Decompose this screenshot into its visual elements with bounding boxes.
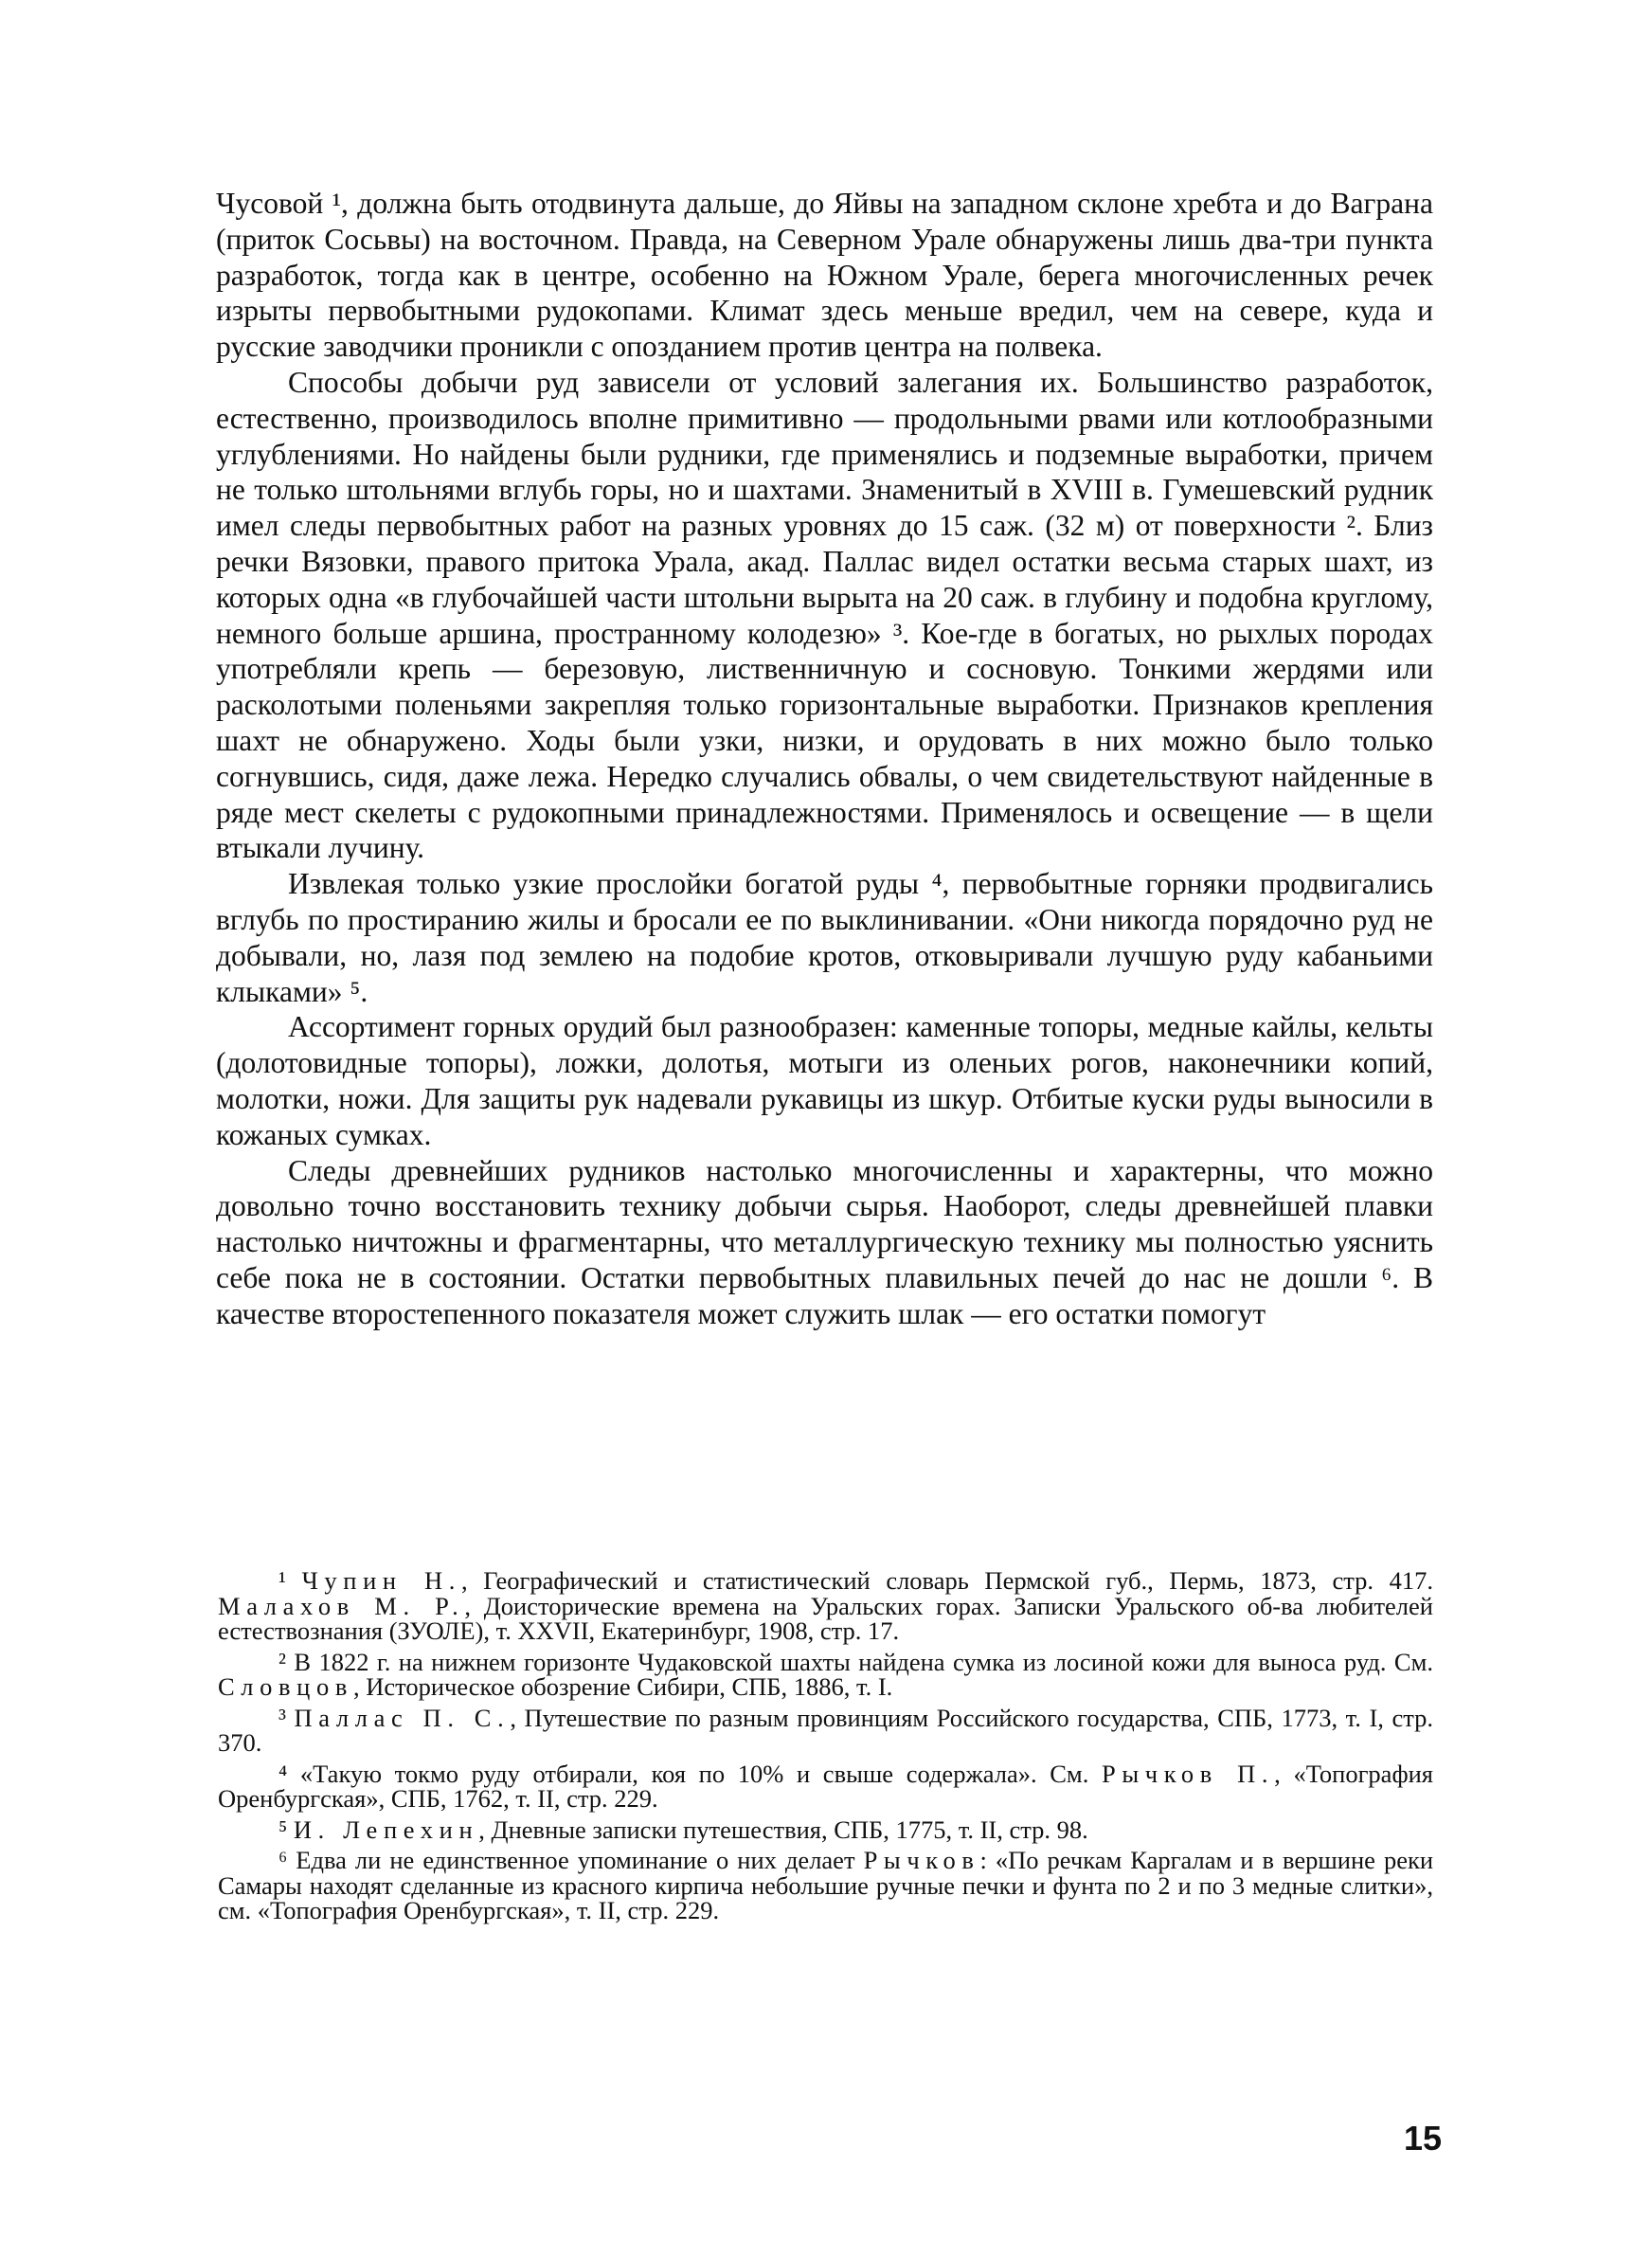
- author-name: Рычков: [863, 1846, 980, 1874]
- footnote-2: [218, 1647, 1433, 1701]
- paragraph-3: Извлекая только узкие прослойки богатой руды ⁴, первобытные горняки продвигались вглубь по простиранию жилы и бросали ее по выклинивании. «Они никогда порядочно руд не добывали, но, лазя под землею на подобие кротов, отковыривали лучшую руду кабаньими клыками» ⁵.: [216, 867, 1433, 1008]
- footnote-text: , «Топография Оренбургская», СПБ, 1762, т. II, стр. 229.: [218, 1759, 1433, 1813]
- footnote-text: : «По речкам Каргалам и в вершине реки Самары находят сделанные из красного кирпича небольшие ручные печки и фунта по 2 и по 3 медные слитки», см. «Топография Оренбургская», т. II, стр. 229.: [218, 1846, 1434, 1924]
- author-name: Паллас П. С.: [294, 1703, 511, 1732]
- author-name: Рычков П.: [1101, 1759, 1275, 1788]
- footnote-text: , Историческое обозрение Сибири, СПБ, 1886, т. I.: [352, 1672, 893, 1701]
- footnote-text: , Доисторические времена на Уральских горах. Записки Уральского об-ва любителей естествознания (ЗУОЛЕ), т. XXVII, Екатеринбург, 1908, стр. 17.: [218, 1591, 1433, 1645]
- footnote-3: [218, 1703, 1434, 1757]
- footnote-mark: ¹: [278, 1566, 286, 1595]
- footnote-text: , Географический и статистический словарь Пермской губ., Пермь, 1873, стр. 417.: [460, 1566, 1434, 1595]
- footnote-5: [218, 1817, 1433, 1843]
- footnotes: [218, 1568, 1433, 1929]
- footnote-mark: ⁴: [278, 1759, 288, 1788]
- footnote-mark: ⁵: [278, 1815, 288, 1844]
- author-name: Чупин Н.: [301, 1566, 461, 1595]
- author-name: Словцов: [218, 1672, 353, 1701]
- footnote-6: [218, 1848, 1433, 1923]
- footnote-4: [218, 1761, 1433, 1812]
- footnote-text: , Путешествие по разным провинциям Российского государства, СПБ, 1773, т. I, стр. 370.: [218, 1703, 1434, 1757]
- footnote-mark: ⁶: [278, 1846, 288, 1874]
- page-number: 15: [1403, 2119, 1442, 2158]
- paragraph-5: Следы древнейших рудников настолько многочисленны и характерны, что можно довольно точно восстановить технику добычи сырья. Наоборот, следы древнейшей плавки настолько ничтожны и фрагментарны, что металлургическую технику мы полностью уяснить себе пока не в состоянии. Остатки первобытных плавильных печей до нас не дошли ⁶. В качестве второстепенного показателя может служить шлак — его остатки помогут: [216, 1153, 1433, 1330]
- main-text: [216, 186, 1433, 1332]
- footnote-text: В 1822 г. на нижнем горизонте Чудаковской шахты найдена сумка из лосиной кожи для выноса руд. См.: [294, 1647, 1433, 1676]
- author-name: Малахов М. Р.: [218, 1591, 465, 1620]
- footnote-mark: ²: [278, 1647, 286, 1676]
- footnote-text: «Такую токмо руду отбирали, коя по 10% и свыше содержала». См.: [299, 1759, 1102, 1788]
- paragraph-1: Чусовой ¹, должна быть отодвинута дальше, до Яйвы на западном склоне хребта и до Ваграна (приток Сосьвы) на восточном. Правда, на Северном Урале обнаружены лишь два-три пункта разработок, тогда как в центре, особенно на Южном Урале, берега многочисленных речек изрыты первобытными рудокопами. Климат здесь меньше вредил, чем на севере, куда и русские заводчики проникли с опозданием против центра на полвека.: [216, 187, 1433, 364]
- footnote-1: [218, 1568, 1433, 1644]
- paragraph-2: Способы добычи руд зависели от условий залегания их. Большинство разработок, естественно, производилось вполне примитивно — продольными рвами или котлообразными углублениями. Но найдены были рудники, где применялись и подземные выработки, причем не только штольнями вглубь горы, но и шахтами. Знаменитый в XVIII в. Гумешевский рудник имел следы первобытных работ на разных уровнях до 15 саж. (32 м) от поверхности ². Близ речки Вязовки, правого притока Урала, акад. Паллас видел остатки весьма старых шахт, из которых одна «в глубочайшей части штольни вырыта на 20 саж. в глубину и подобна круглому, немного больше аршина, пространному колодезю» ³. Кое-где в богатых, но рыхлых породах употребляли крепь — березовую, лиственничную и сосновую. Тонкими жердями или расколотыми поленьями закрепляя только горизонтальные выработки. Признаков крепления шахт не обнаружено. Ходы были узки, низки, и орудовать в них можно было только согнувшись, сидя, даже лежа. Нередко случались обвалы, о чем свидетельствуют найденные в ряде мест скелеты с рудокопными принадлежностями. Применялось и освещение — в щели втыкали лучину.: [216, 365, 1433, 865]
- paragraph-4: Ассортимент горных орудий был разнообразен: каменные топоры, медные кайлы, кельты (долотовидные топоры), ложки, долотья, мотыги из оленьих рогов, наконечники копий, молотки, ножи. Для защиты рук надевали рукавицы из шкур. Отбитые куски руды выносили в кожаных сумках.: [216, 1010, 1433, 1151]
- footnote-mark: ³: [278, 1703, 286, 1732]
- footnote-text: Едва ли не единственное упоминание о них делает: [296, 1846, 864, 1874]
- author-name: И. Лепехин: [293, 1815, 479, 1844]
- footnote-text: , Дневные записки путешествия, СПБ, 1775, т. II, стр. 98.: [478, 1815, 1088, 1844]
